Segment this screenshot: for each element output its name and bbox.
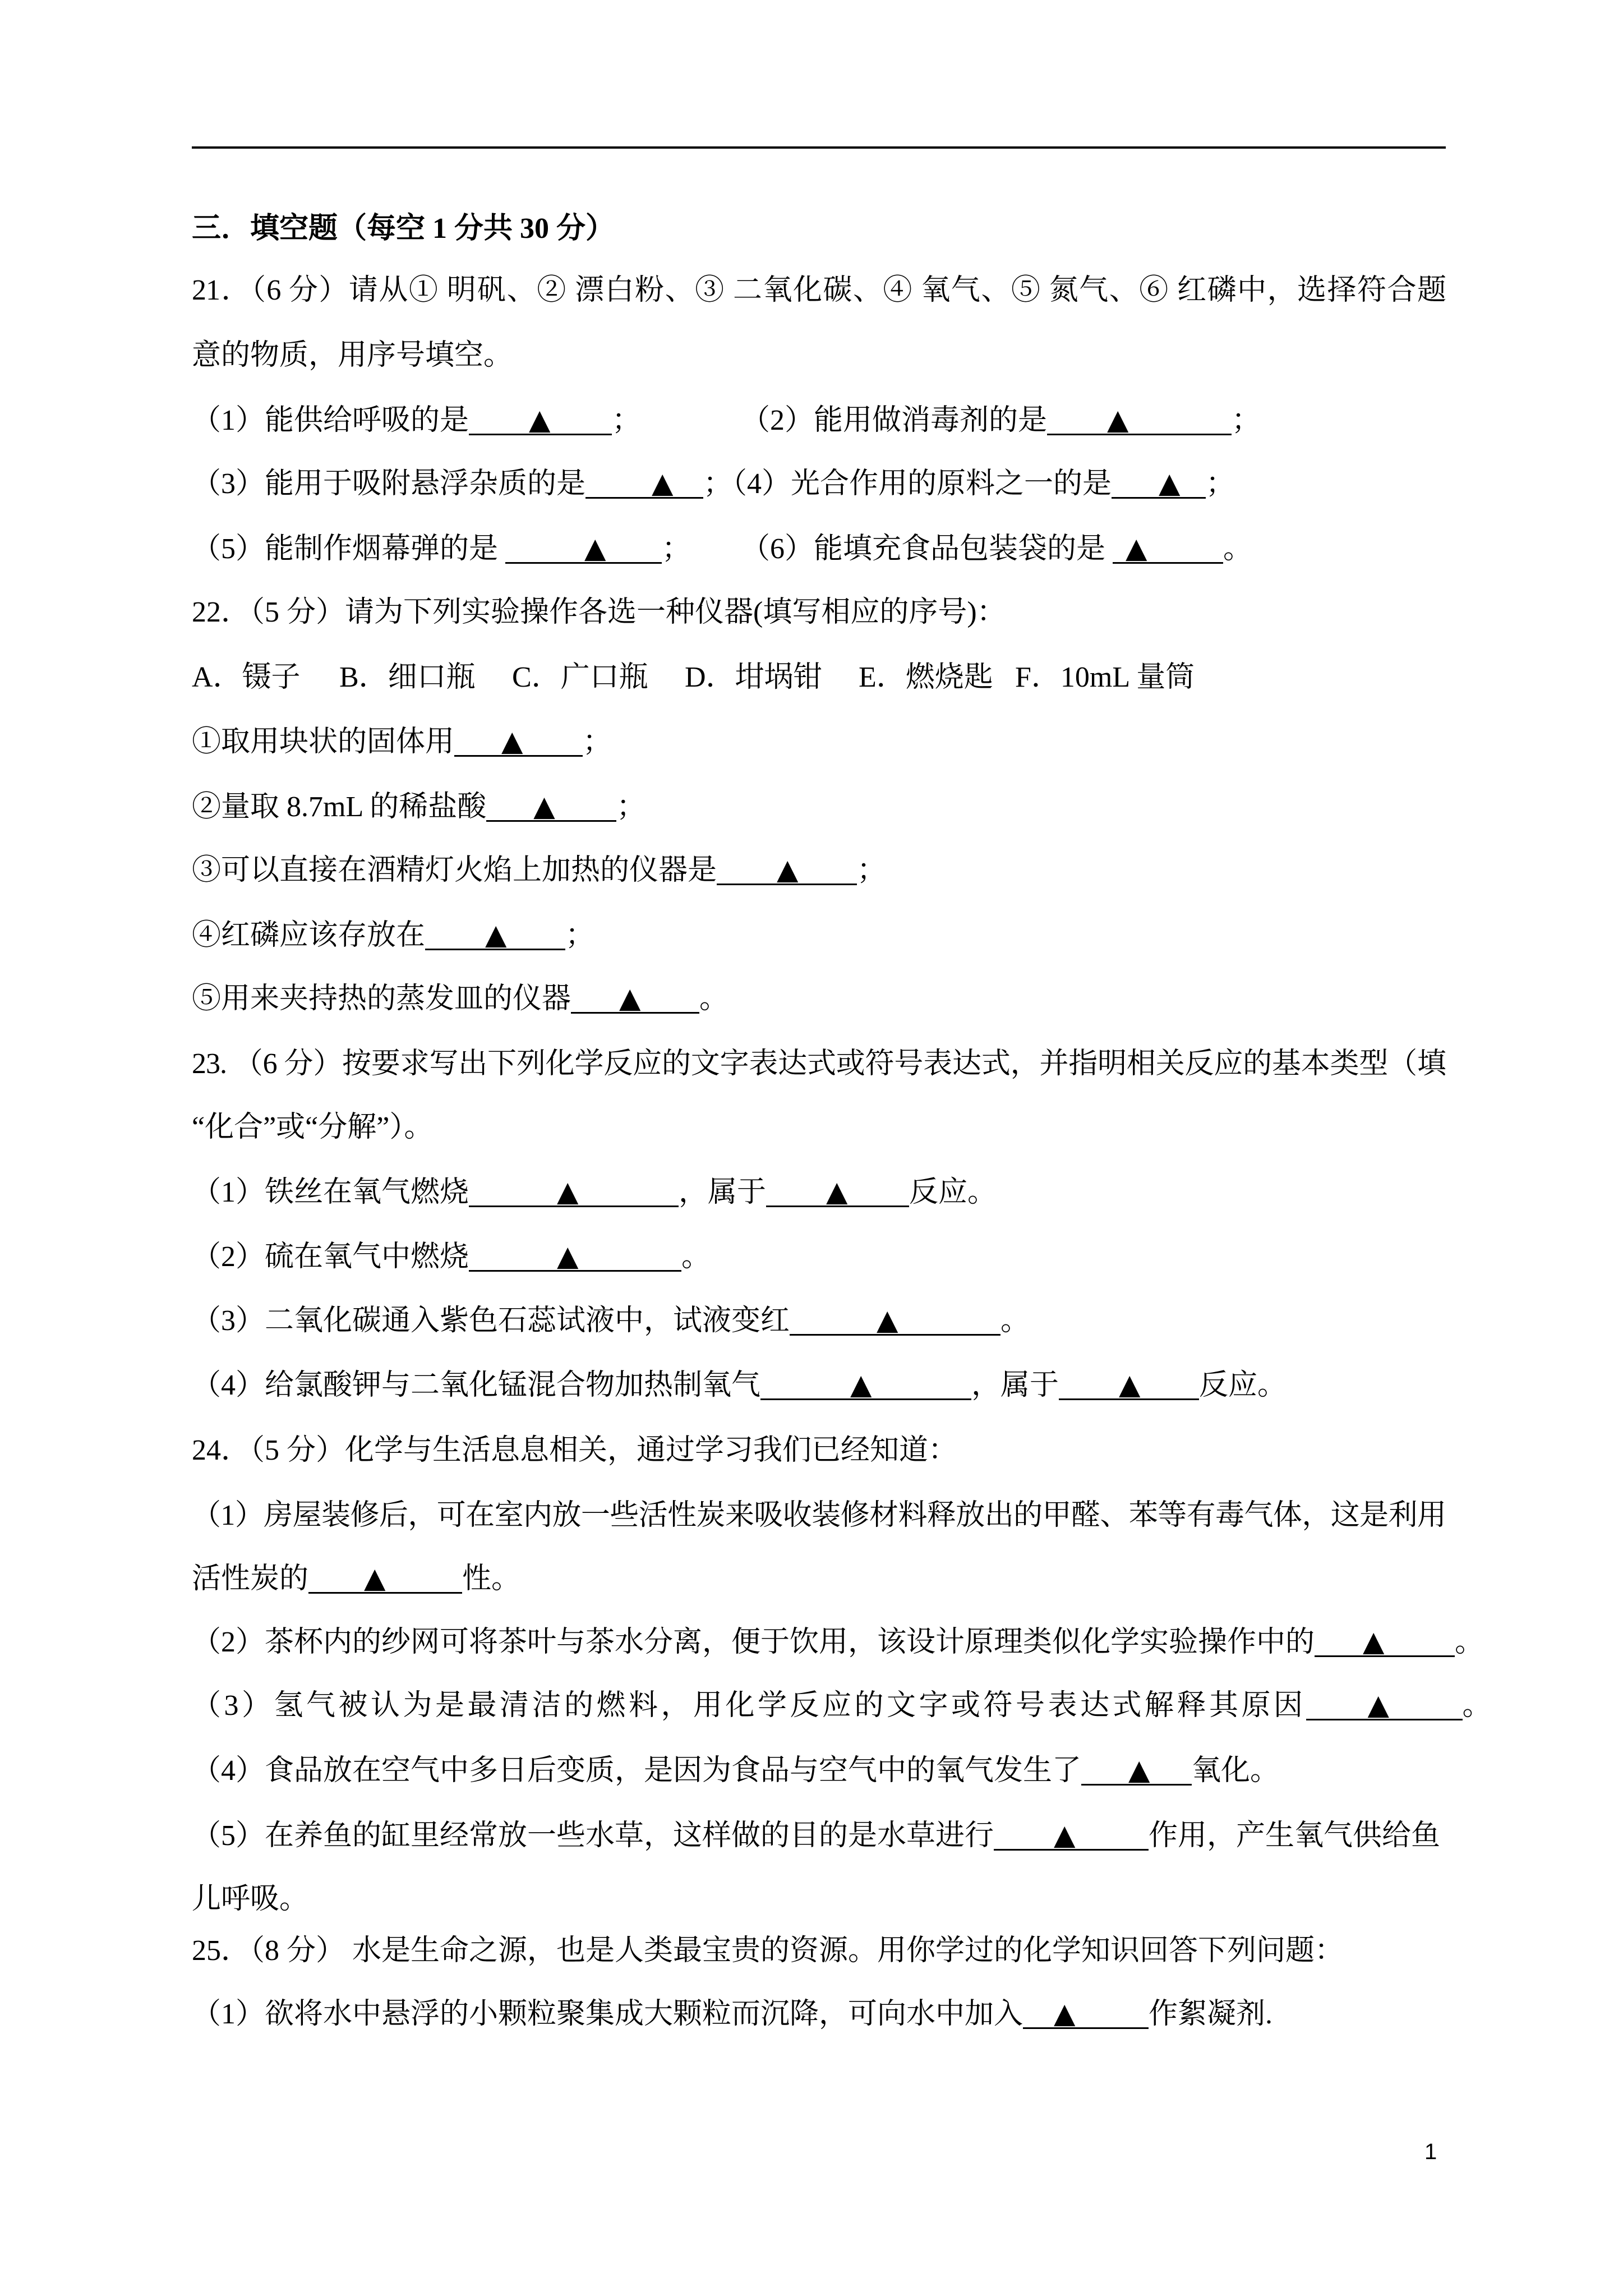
question-25-item-1	[192, 1992, 1272, 2037]
item-prompt: （3）能用于吸附悬浮杂质的是	[192, 468, 586, 500]
item-prompt: ②量取 8.7mL 的稀盐酸	[192, 791, 487, 823]
answer-blank	[469, 1176, 679, 1207]
question-22-item-5	[192, 977, 728, 1022]
question-23-item-2	[192, 1235, 711, 1280]
blank-marker: ▲	[1128, 1754, 1150, 1786]
question-24-item-5-tail: 儿呼吸。	[192, 1883, 309, 1915]
item-end: ；	[1232, 404, 1261, 436]
item-prompt: （2）茶杯内的纱网可将茶叶与茶水分离，便于饮用，该设计原理类似化学实验操作中的	[192, 1626, 1315, 1658]
header-rule	[192, 146, 1446, 149]
answer-blank	[1315, 1626, 1455, 1657]
item-prompt: 活性炭的	[192, 1563, 309, 1595]
option-d: D．坩埚钳	[685, 661, 823, 693]
blank-marker: ▲	[1367, 1688, 1389, 1721]
blank-marker: ▲	[1126, 532, 1147, 564]
blank-marker: ▲	[877, 1304, 898, 1336]
question-23-item-4	[192, 1363, 1287, 1408]
blank-marker: ▲	[584, 532, 606, 564]
blank-marker: ▲	[364, 1562, 386, 1594]
item-prompt: （1）铁丝在氧气燃烧	[192, 1176, 469, 1208]
question-21-item-3	[192, 468, 732, 500]
blank-marker: ▲	[777, 853, 799, 886]
answer-blank	[766, 1176, 909, 1207]
blank-marker: ▲	[850, 1368, 872, 1401]
blank-marker: ▲	[1119, 1368, 1141, 1401]
item-end: ；	[565, 919, 595, 951]
blank-marker: ▲	[501, 725, 523, 757]
question-21-stem-line-2: 意的物质，用序号填空。	[192, 339, 513, 371]
blank-marker: ▲	[652, 467, 674, 499]
answer-blank	[1023, 1998, 1149, 2029]
question-22-options	[192, 655, 1446, 700]
option-c: C．广口瓶	[512, 661, 648, 693]
answer-blank	[469, 1241, 681, 1272]
item-end: ；	[857, 854, 887, 886]
question-22-item-3	[192, 848, 886, 893]
answer-blank	[1081, 1755, 1192, 1786]
answer-blank	[486, 791, 616, 822]
page-number: 1	[1424, 2139, 1437, 2164]
blank-marker: ▲	[557, 1240, 579, 1272]
item-prompt: （5）在养鱼的缸里经常放一些水草，这样做的目的是水草进行	[192, 1820, 994, 1852]
item-end: 氧化。	[1192, 1755, 1280, 1787]
item-prompt: （6）能填充食品包装袋的是	[741, 533, 1113, 565]
answer-blank	[760, 1369, 971, 1400]
question-24-stem: 24．（5 分）化学与生活息息相关，通过学习我们已经知道：	[192, 1434, 958, 1466]
question-21-item-1	[192, 404, 641, 436]
item-end: 反应。	[1199, 1369, 1287, 1401]
item-prompt: ④红磷应该存放在	[192, 919, 426, 951]
question-23-stem-line-1: 23. （6 分）按要求写出下列化学反应的文字表达式或符号表达式，并指明相关反应的基本类型（填	[192, 1048, 1446, 1080]
item-end: ；	[703, 468, 733, 500]
question-21-item-5	[192, 533, 691, 565]
answer-blank	[454, 726, 583, 757]
item-mid: ，属于	[971, 1369, 1059, 1401]
answer-blank	[1059, 1369, 1199, 1400]
question-24-item-4	[192, 1749, 1279, 1793]
item-end: 。	[681, 1241, 711, 1273]
item-end: 性。	[462, 1563, 521, 1595]
item-prompt: （4）光合作用的原料之一的是	[732, 468, 1112, 500]
item-end: ；	[662, 533, 691, 565]
answer-blank	[1113, 533, 1223, 564]
blank-marker: ▲	[1107, 403, 1129, 436]
question-22-item-2	[192, 785, 645, 830]
answer-blank	[1047, 404, 1232, 435]
question-24-item-1	[192, 1557, 520, 1602]
item-prompt: ⑤用来夹持热的蒸发皿的仪器	[192, 983, 571, 1015]
blank-marker: ▲	[619, 982, 641, 1014]
question-24-item-5	[192, 1814, 1440, 1858]
blank-marker: ▲	[1054, 1997, 1076, 2030]
option-f: F．10mL 量筒	[1015, 661, 1195, 693]
item-end: ；	[616, 791, 646, 823]
question-25-stem: 25．（8 分） 水是生命之源，也是人类最宝贵的资源。用你学过的化学知识回答下列问题：	[192, 1935, 1344, 1967]
blank-marker: ▲	[529, 403, 551, 436]
question-21-stem-line-1: 21．（6 分）请从① 明矾、② 漂白粉、③ 二氧化碳、④ 氧气、⑤ 氮气、⑥ 红磷中，选择符合题	[192, 274, 1446, 306]
question-21-row-1	[192, 398, 1261, 443]
blank-marker: ▲	[557, 1175, 579, 1208]
item-end: ；	[1206, 468, 1235, 500]
answer-blank	[469, 404, 612, 435]
item-prompt: （2）硫在氧气中燃烧	[192, 1241, 469, 1273]
question-23-item-3	[192, 1299, 1030, 1343]
item-prompt: ①取用块状的固体用	[192, 726, 455, 758]
question-22-item-4	[192, 913, 594, 958]
answer-blank	[571, 983, 699, 1014]
answer-blank	[994, 1820, 1149, 1851]
answer-blank	[308, 1563, 462, 1594]
item-end: 。	[1223, 533, 1253, 565]
option-b: B．细口瓶	[339, 661, 476, 693]
blank-marker: ▲	[1054, 1819, 1076, 1851]
question-24-item-2	[192, 1620, 1484, 1665]
item-prompt: （3）二氧化碳通入紫色石蕊试液中，试液变红	[192, 1305, 790, 1337]
question-21-item-6	[741, 527, 1252, 572]
item-end: 作絮凝剂.	[1149, 1998, 1273, 2030]
blank-marker: ▲	[1159, 467, 1181, 499]
answer-blank	[717, 854, 857, 885]
item-end: 。	[1462, 1690, 1492, 1722]
question-22-stem: 22．（5 分）请为下列实验操作各选一种仪器(填写相应的序号)：	[192, 596, 1006, 628]
item-end: ；	[583, 726, 612, 758]
option-e: E．燃烧匙	[859, 661, 993, 693]
option-a: A．镊子	[192, 661, 301, 693]
item-end: 反应。	[909, 1176, 997, 1208]
item-prompt: （5）能制作烟幕弹的是	[192, 533, 506, 565]
question-21-row-2	[192, 462, 1235, 507]
question-24-item-1-lead: （1）房屋装修后，可在室内放一些活性炭来吸收装修材料释放出的甲醛、苯等有毒气体，这是利用	[192, 1499, 1446, 1531]
answer-blank	[425, 919, 565, 950]
item-end: 。	[1455, 1626, 1484, 1658]
blank-marker: ▲	[1363, 1625, 1385, 1658]
blank-marker: ▲	[485, 918, 507, 951]
item-prompt: （2）能用做消毒剂的是	[741, 404, 1048, 436]
item-prompt: （4）食品放在空气中多日后变质，是因为食品与空气中的氧气发生了	[192, 1755, 1082, 1787]
item-end: ；	[612, 404, 642, 436]
answer-blank	[1112, 468, 1206, 499]
item-end: 。	[699, 983, 729, 1015]
answer-blank	[1306, 1690, 1463, 1720]
item-prompt: （1）能供给呼吸的是	[192, 404, 469, 436]
item-prompt: （4）给氯酸钾与二氧化锰混合物加热制氧气	[192, 1369, 761, 1401]
item-end: 。	[1000, 1305, 1030, 1337]
answer-blank	[585, 468, 703, 499]
blank-marker: ▲	[826, 1175, 848, 1208]
item-prompt: （1）欲将水中悬浮的小颗粒聚集成大颗粒而沉降，可向水中加入	[192, 1998, 1023, 2030]
answer-blank	[790, 1305, 1000, 1336]
item-end: 作用，产生氧气供给鱼	[1149, 1820, 1441, 1852]
blank-marker: ▲	[533, 790, 555, 822]
question-21-item-2	[741, 398, 1261, 443]
item-prompt: ③可以直接在酒精灯火焰上加热的仪器是	[192, 854, 717, 886]
item-prompt: （3）氢气被认为是最清洁的燃料，用化学反应的文字或符号表达式解释其原因	[192, 1690, 1306, 1722]
question-23-item-1	[192, 1170, 997, 1215]
question-21-item-4	[732, 468, 1235, 500]
question-24-item-3	[192, 1683, 1492, 1728]
question-22-item-1	[192, 720, 612, 765]
section-title: 三．填空题（每空 1 分共 30 分）	[192, 213, 615, 245]
question-21-row-3	[192, 527, 1253, 572]
answer-blank	[505, 533, 662, 564]
item-mid: ，属于	[679, 1176, 767, 1208]
question-23-stem-line-2: “化合”或“分解”）。	[192, 1111, 434, 1143]
